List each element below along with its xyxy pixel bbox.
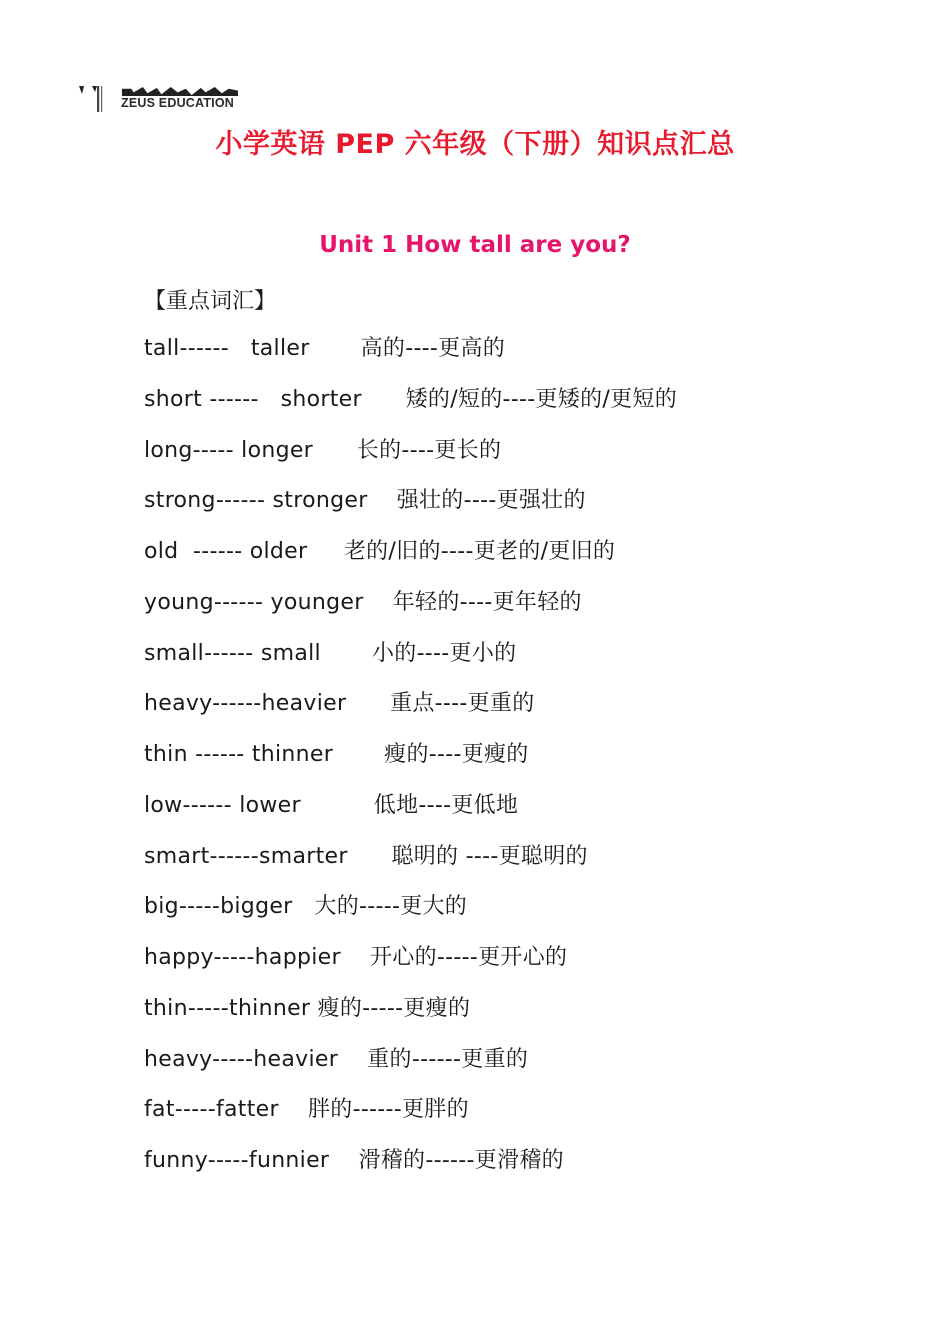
vocab-row: happy-----happier 开心的-----更开心的 bbox=[144, 945, 568, 970]
vocab-row: low------ lower 低地----更低地 bbox=[144, 792, 519, 818]
vocab-row: big-----bigger 大的-----更大的 bbox=[144, 894, 468, 920]
vocab-row: thin-----thinner 瘦的-----更瘦的 bbox=[144, 995, 471, 1021]
vocab-row: tall------ taller 高的----更高的 bbox=[144, 336, 506, 361]
logo-english-text: ZEUS EDUCATION bbox=[121, 96, 234, 110]
vocab-row: heavy-----heavier 重的------更重的 bbox=[144, 1046, 529, 1072]
vocab-row: small------ small 小的----更小的 bbox=[144, 640, 517, 666]
vocab-row: funny-----funnier 滑稽的------更滑稽的 bbox=[144, 1148, 564, 1173]
vocab-list bbox=[144, 331, 904, 1194]
vocab-row: thin ------ thinner 瘦的----更瘦的 bbox=[144, 742, 529, 767]
unit-title: Unit 1 How tall are you? bbox=[319, 232, 631, 258]
vocab-row: smart------smarter 聪明的 ----更聪明的 bbox=[144, 843, 588, 869]
vocab-row: old ------ older 老的/旧的----更老的/更旧的 bbox=[144, 539, 616, 564]
vocab-row: young------ younger 年轻的----更年轻的 bbox=[144, 589, 582, 615]
vocab-row: short ------ shorter 矮的/短的----更矮的/更短的 bbox=[144, 386, 677, 412]
vocab-row: heavy------heavier 重点----更重的 bbox=[144, 691, 535, 717]
vocab-row: fat-----fatter 胖的------更胖的 bbox=[144, 1097, 469, 1123]
vocab-row: long----- longer 长的----更长的 bbox=[144, 437, 502, 463]
zeus-education-logo bbox=[78, 78, 248, 114]
section-label: 【重点词汇】 bbox=[144, 289, 277, 314]
vocab-row: strong------ stronger 强壮的----更强壮的 bbox=[144, 488, 586, 514]
logo-mark-icon bbox=[78, 78, 108, 114]
logo-chinese-wordmark bbox=[122, 78, 238, 96]
document-title: 小学英语 PEP 六年级（下册）知识点汇总 bbox=[215, 129, 735, 160]
